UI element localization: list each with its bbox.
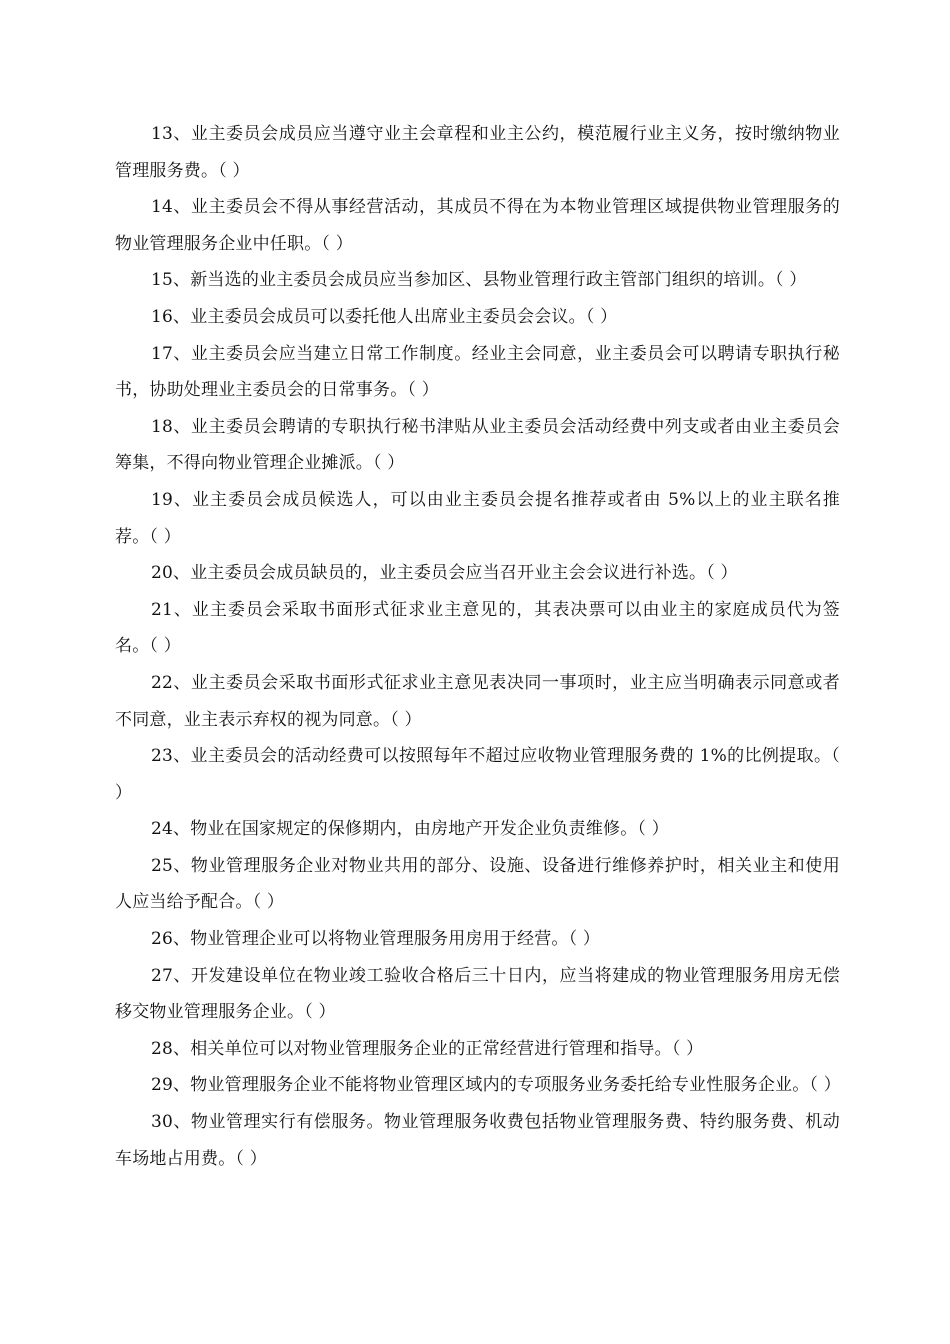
question-18: 18、业主委员会聘请的专职执行秘书津贴从业主委员会活动经费中列支或者由业主委员会筹集，不得向物业管理企业摊派。（ ）: [115, 416, 840, 474]
question-24: 24、物业在国家规定的保修期内，由房地产开发企业负责维修。（ ）: [151, 819, 669, 840]
question-26: 26、物业管理企业可以将物业管理服务用房用于经营。（ ）: [151, 929, 601, 950]
question-list: [115, 116, 840, 1177]
question-19: 19、业主委员会成员候选人，可以由业主委员会提名推荐或者由 5%以上的业主联名推荐。（ ）: [115, 489, 840, 547]
question-23: 23、业主委员会的活动经费可以按照每年不超过应收物业管理服务费的 1%的比例提取。（ ）: [115, 746, 840, 803]
question-17: 17、业主委员会应当建立日常工作制度。经业主会同意，业主委员会可以聘请专职执行秘书，协助处理业主委员会的日常事务。（ ）: [115, 343, 840, 401]
question-14: 14、业主委员会不得从事经营活动，其成员不得在为本物业管理区域提供物业管理服务的物业管理服务企业中任职。（ ）: [115, 197, 840, 254]
question-20: 20、业主委员会成员缺员的，业主委员会应当召开业主会会议进行补选。（ ）: [151, 563, 738, 584]
question-21: 21、业主委员会采取书面形式征求业主意见的，其表决票可以由业主的家庭成员代为签名。（ ）: [115, 599, 840, 657]
question-15: 15、新当选的业主委员会成员应当参加区、县物业管理行政主管部门组织的培训。（ ）: [151, 270, 807, 291]
question-16: 16、业主委员会成员可以委托他人出席业主委员会会议。（ ）: [151, 306, 618, 327]
question-13: 13、业主委员会成员应当遵守业主会章程和业主公约，模范履行业主义务，按时缴纳物业管理服务费。（ ）: [115, 124, 840, 181]
question-27: 27、开发建设单位在物业竣工验收合格后三十日内，应当将建成的物业管理服务用房无偿移交物业管理服务企业。（ ）: [115, 965, 840, 1023]
question-29: 29、物业管理服务企业不能将物业管理区域内的专项服务业务委托给专业性服务企业。（ ）: [151, 1075, 841, 1096]
question-30: 30、物业管理实行有偿服务。物业管理服务收费包括物业管理服务费、特约服务费、机动车场地占用费。（ ）: [115, 1112, 840, 1169]
question-22: 22、业主委员会采取书面形式征求业主意见表决同一事项时，业主应当明确表示同意或者不同意，业主表示弃权的视为同意。（ ）: [115, 672, 840, 730]
question-28: 28、相关单位可以对物业管理服务企业的正常经营进行管理和指导。（ ）: [151, 1038, 704, 1059]
question-25: 25、物业管理服务企业对物业共用的部分、设施、设备进行维修养护时，相关业主和使用人应当给予配合。（ ）: [115, 855, 840, 913]
